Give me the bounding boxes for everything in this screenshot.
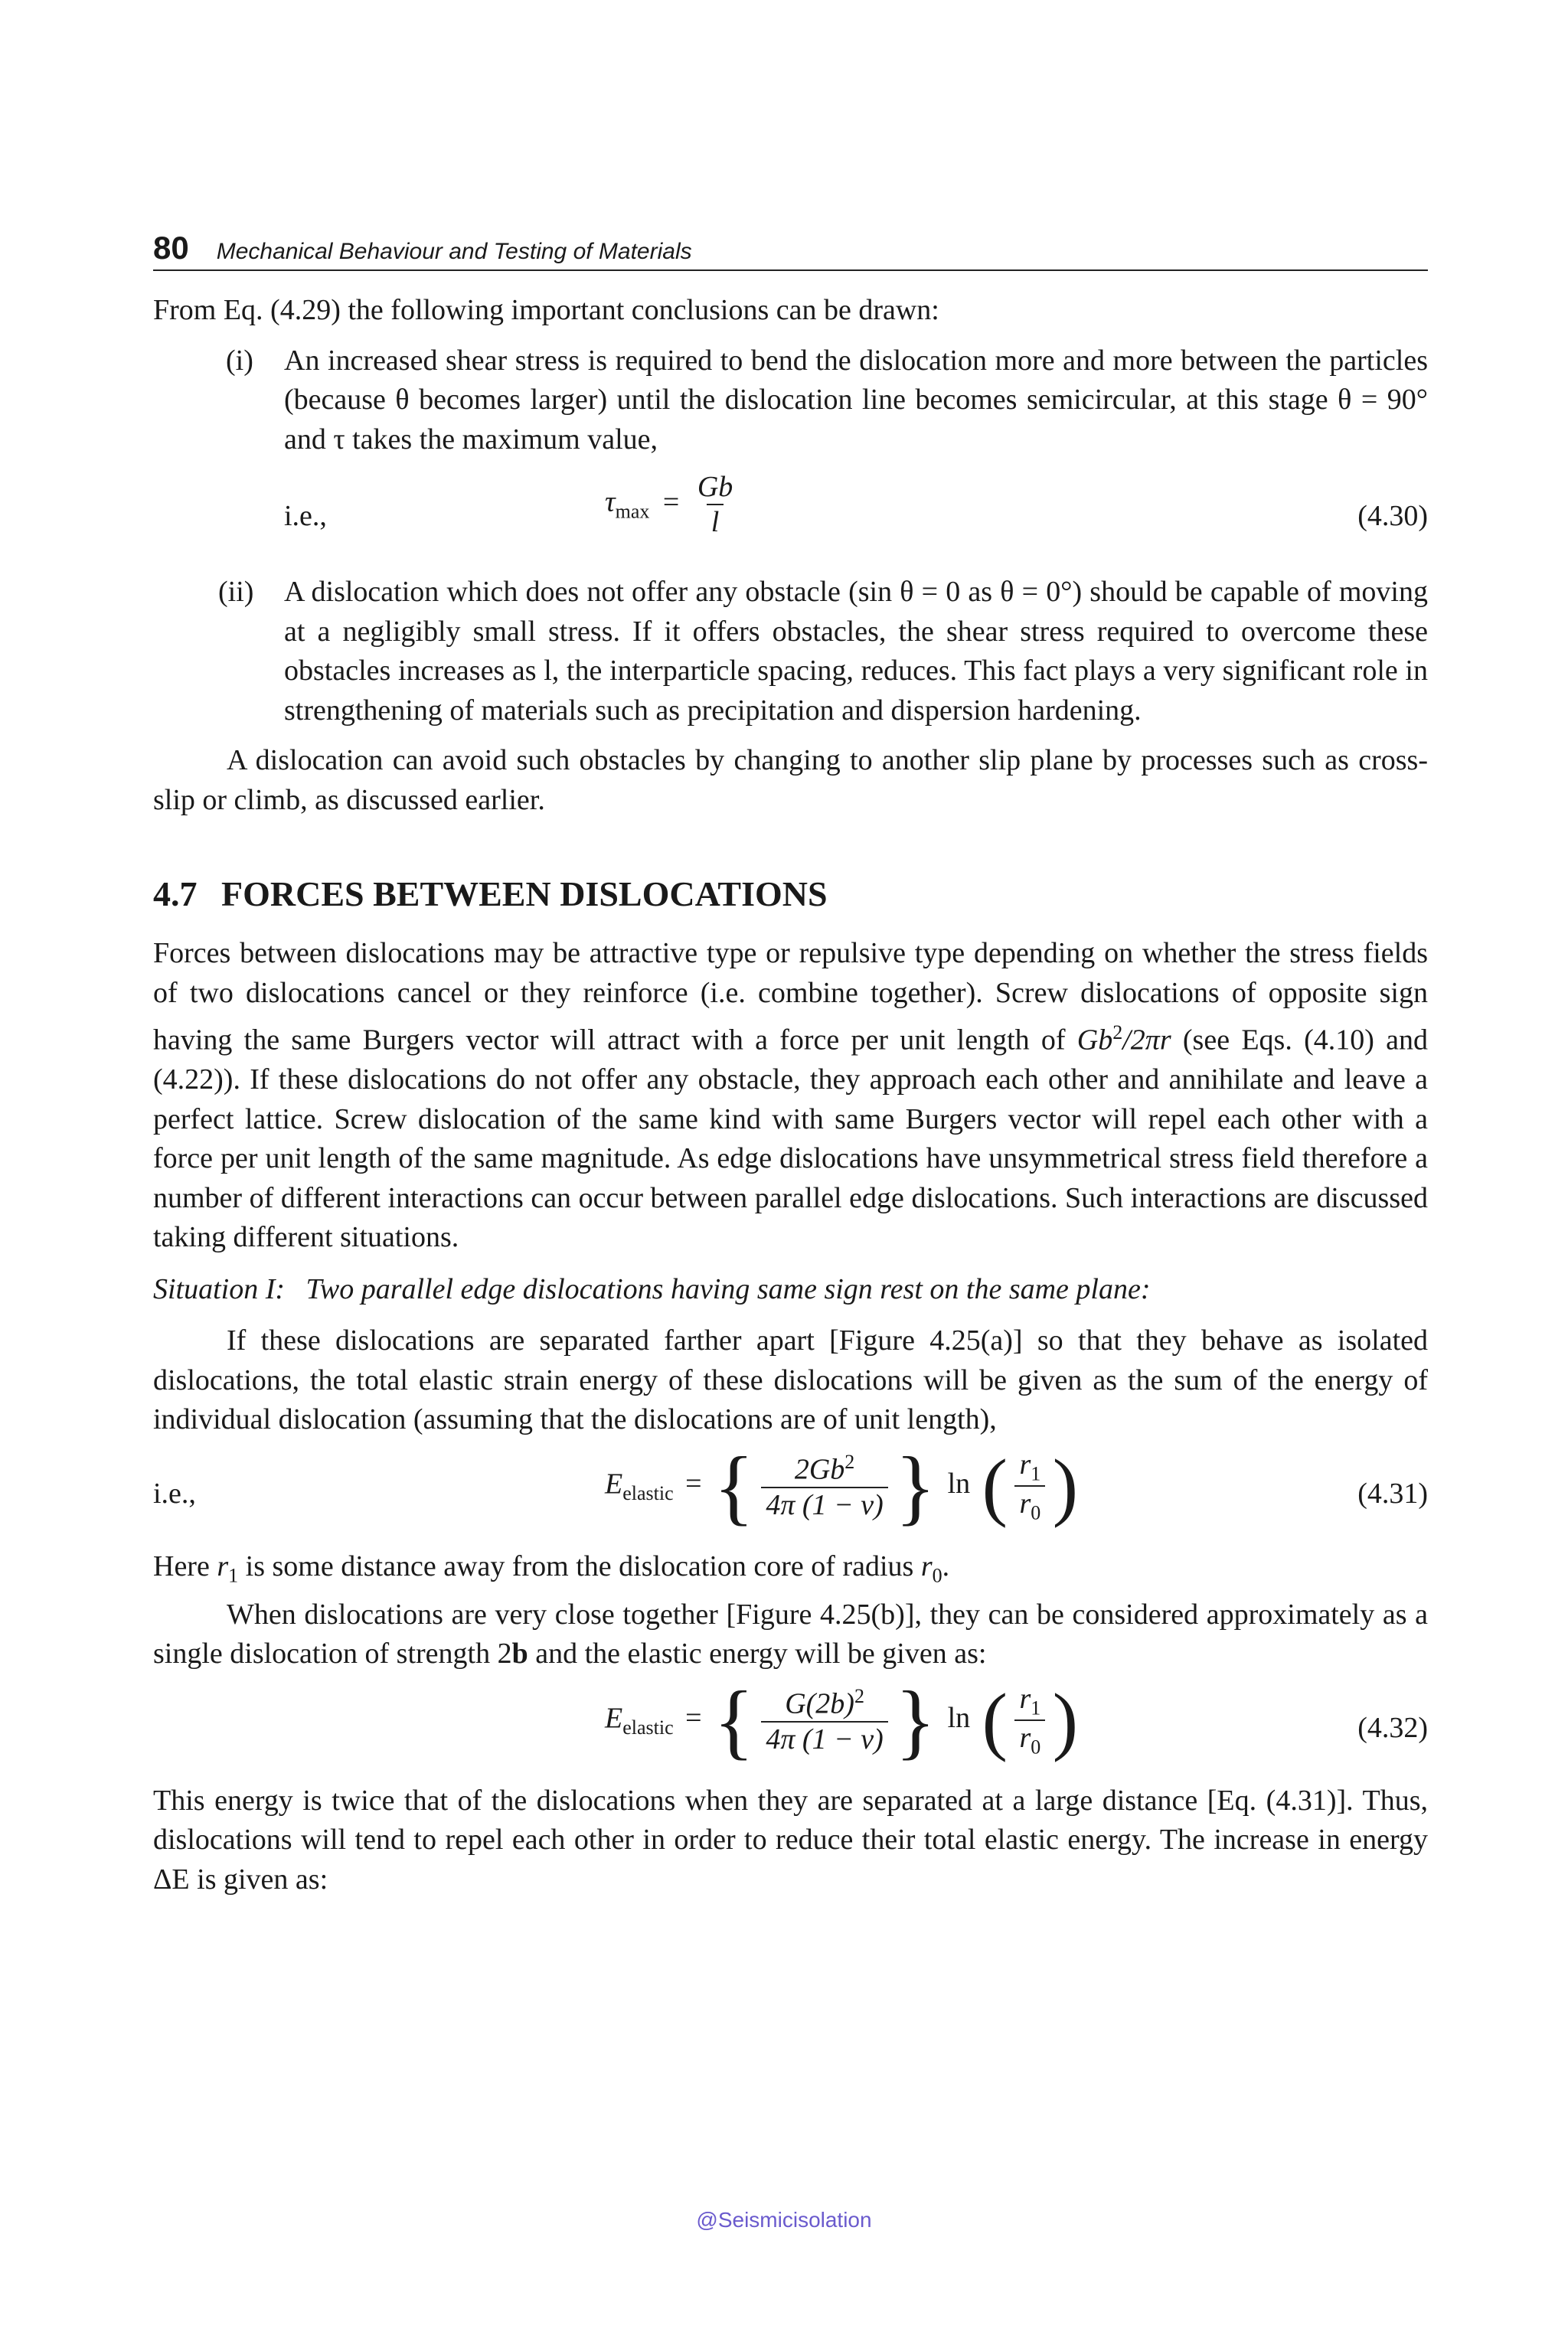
book-title: Mechanical Behaviour and Testing of Materials — [216, 239, 692, 264]
r-subscript: 0 — [1031, 1501, 1041, 1524]
r-subscript: 1 — [1031, 1462, 1041, 1485]
list-item-i — [153, 341, 1428, 460]
r-subscript: 1 — [1031, 1697, 1041, 1719]
ratio-denominator — [1014, 1485, 1045, 1525]
r0-subscript: 0 — [932, 1564, 942, 1587]
list-text: An increased shear stress is required to bend the dislocation more and more between the particles (because θ becomes larger) until the dislocation line becomes semicircular, at this stage θ = 90° and τ takes the maximum value, — [284, 344, 1428, 456]
situation-label: Situation I: — [153, 1272, 286, 1305]
math-gb: Gb — [1076, 1024, 1113, 1056]
tau-subscript: max — [615, 500, 650, 523]
text-span: and the elastic energy will be given as: — [528, 1638, 987, 1670]
fraction — [693, 470, 737, 539]
math-divisor: /2πr — [1122, 1024, 1171, 1056]
numerator-superscript: 2 — [854, 1685, 864, 1708]
numerator-superscript: 2 — [844, 1450, 855, 1473]
equation-expression — [605, 1674, 1079, 1768]
watermark: @Seismicisolation — [696, 2208, 872, 2232]
r-subscript: 0 — [1031, 1736, 1041, 1759]
equation-expression — [605, 1439, 1079, 1533]
page-number: 80 — [153, 230, 189, 266]
ratio-denominator — [1014, 1719, 1045, 1759]
text-span: Forces between dislocations may be attractive type or repulsive type depending on whether the stress fields of two dislocations cancel or they reinforce (i.e. combine together). Screw dislocations of opposite sign having the same Burgers vector will attract with a force per unit length of — [153, 937, 1428, 1056]
equation-ie: i.e., — [153, 1477, 196, 1510]
r0-symbol: r — [920, 1550, 933, 1582]
r1-symbol: r — [217, 1550, 229, 1582]
equation-expression — [605, 470, 737, 539]
fraction — [761, 1685, 887, 1756]
ln-operator: ln — [947, 1467, 971, 1500]
equation-number: (4.31) — [1357, 1477, 1428, 1510]
right-paren: ) — [1052, 1443, 1079, 1529]
ln-operator: ln — [947, 1702, 971, 1735]
paragraph-energy: This energy is twice that of the dislocations when they are separated at a large distance [Eq. (4.31)]. Thus, dislocations will tend to repel each other in order to reduce their total elastic energy. The increase in energy ΔE is given as: — [153, 1784, 1428, 1896]
r-symbol: r — [1019, 1448, 1031, 1481]
math-superscript: 2 — [1112, 1021, 1123, 1043]
denominator: l — [707, 504, 724, 539]
energy-symbol: E — [605, 1467, 623, 1500]
equals-sign: = — [685, 1702, 702, 1735]
equation-4-30 — [153, 470, 1428, 562]
right-brace: } — [895, 1439, 936, 1533]
equals-sign: = — [662, 485, 680, 518]
right-brace: } — [895, 1674, 936, 1768]
book-page — [153, 230, 1428, 1899]
situation-text: Two parallel edge dislocations having same sign rest on the same plane: — [305, 1272, 1151, 1305]
numerator-text: G(2b) — [785, 1687, 854, 1720]
text-span: is some distance away from the dislocation core of radius — [238, 1550, 921, 1582]
paragraph-here — [153, 1547, 1428, 1595]
energy-symbol: E — [605, 1702, 623, 1735]
text-span: (see Eqs. (4.10) and (4.22)). If these dislocations do not offer any obstacle, they approach each other and annihilate and leave a perfect lattice. Screw dislocation of the same kind with same Burgers vector will repel each other with a force per unit length of the same magnitude. As edge dislocations have unsymmetrical stress field therefore a number of different interactions can occur between parallel edge dislocations. Such interactions are discussed taking different situations. — [153, 1024, 1428, 1254]
numerator — [780, 1685, 869, 1721]
paragraph-forces — [153, 934, 1428, 1258]
section-number: 4.7 — [153, 874, 198, 913]
r-symbol: r — [1019, 1682, 1031, 1715]
list-number: (ii) — [218, 576, 254, 608]
equation-ie: i.e., — [284, 500, 327, 532]
text-span: Here — [153, 1550, 217, 1582]
section-title: FORCES BETWEEN DISLOCATIONS — [221, 874, 828, 913]
right-paren: ) — [1052, 1677, 1079, 1763]
ratio-fraction — [1014, 1448, 1045, 1525]
r1-subscript: 1 — [228, 1564, 239, 1587]
numerator-text: 2Gb — [794, 1453, 845, 1486]
left-brace: { — [714, 1674, 754, 1768]
ratio-numerator — [1014, 1682, 1045, 1720]
equals-sign: = — [685, 1467, 702, 1500]
ratio-fraction — [1014, 1682, 1045, 1759]
list-number: (i) — [226, 344, 253, 377]
denominator: 4π (1 − ν) — [761, 1487, 887, 1522]
paragraph-separated: If these dislocations are separated farther apart [Figure 4.25(a)] so that they behave as isolated dislocations, the total elastic strain energy of these dislocations will be given as the sum of the energy of individual dislocation (assuming that the dislocations are of unit length), — [153, 1324, 1428, 1436]
energy-subscript: elastic — [622, 1716, 674, 1739]
situation-heading — [153, 1270, 1428, 1310]
text-span: . — [942, 1550, 950, 1582]
left-paren: ( — [982, 1443, 1008, 1529]
energy-subscript: elastic — [622, 1481, 674, 1504]
denominator: 4π (1 − ν) — [761, 1721, 887, 1756]
fraction — [761, 1451, 887, 1522]
text-span: When dislocations are very close together [Figure 4.25(b)], they can be considered approximately as a single dislocation of strength 2 — [153, 1598, 1428, 1670]
r-symbol: r — [1019, 1722, 1031, 1755]
equation-number: (4.32) — [1357, 1711, 1428, 1744]
equation-4-32 — [153, 1674, 1428, 1774]
equation-number: (4.30) — [1357, 500, 1428, 532]
paragraph-close-together — [153, 1595, 1428, 1674]
tau-symbol: τ — [605, 485, 616, 518]
running-header — [153, 230, 1428, 271]
section-heading — [153, 874, 1428, 914]
bold-b: b — [511, 1638, 528, 1670]
ratio-numerator — [1014, 1448, 1045, 1486]
r-symbol: r — [1019, 1488, 1031, 1520]
list-text: A dislocation which does not offer any obstacle (sin θ = 0 as θ = 0°) should be capable of moving at a negligibly small stress. If it offers obstacles, the shear stress required to overcome these obstacles increases as l, the interparticle spacing, reduces. This fact plays a very significant role in strengthening of materials such as precipitation and dispersion hardening. — [284, 576, 1428, 727]
numerator: Gb — [697, 471, 733, 503]
left-paren: ( — [982, 1677, 1008, 1763]
left-brace: { — [714, 1439, 754, 1533]
equation-4-31 — [153, 1439, 1428, 1540]
intro-paragraph: From Eq. (4.29) the following important conclusions can be drawn: — [153, 294, 939, 326]
numerator — [790, 1451, 859, 1487]
list-item-ii — [153, 573, 1428, 730]
paragraph-avoid-obstacles: A dislocation can avoid such obstacles by changing to another slip plane by processes such as cross-slip or climb, as discussed earlier. — [153, 744, 1428, 816]
